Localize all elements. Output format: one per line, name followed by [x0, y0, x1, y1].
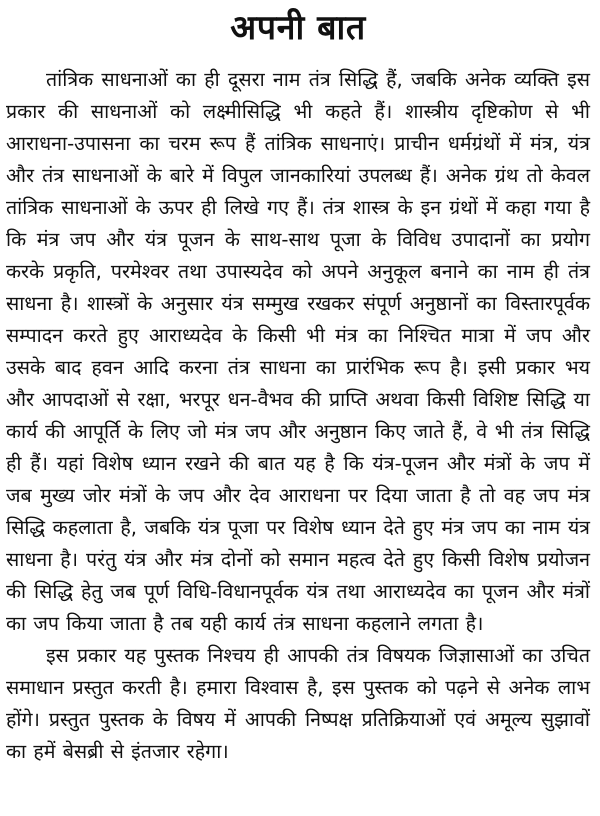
page-title: अपनी बात: [230, 8, 366, 48]
paragraph-1: तांत्रिक साधनाओं का ही दूसरा नाम तंत्र सिद्धि हैं, जबकि अनेक व्यक्ति इस प्रकार की साधनाओं को लक्ष्मीसिद्धि भी कहते हैं। शास्त्रीय दृष्टिकोण से भी आराधना-उपासना का चरम रूप हैं तांत्रिक साधनाएं। प्राचीन धर्मग्रंथों में मंत्र, यंत्र और तंत्र साधनाओं के बारे में विपुल जानकारियां उपलब्ध हैं। अनेक ग्रंथ तो केवल तांत्रिक साधनाओं के ऊपर ही लिखे गए हैं। तंत्र शास्त्र के इन ग्रंथों में कहा गया है कि मंत्र जप और यंत्र पूजन के साथ-साथ पूजा के विविध उपादानों का प्रयोग करके प्रकृति, परमेश्वर तथा उपास्यदेव को अपने अनुकूल बनाने का नाम ही तंत्र साधना है। शास्त्रों के अनुसार यंत्र सम्मुख रखकर संपूर्ण अनुष्ठानों का विस्तारपूर्वक सम्पादन करते हुए आराध्यदेव के किसी भी मंत्र का निश्चित मात्रा में जप और उसके बाद हवन आदि करना तंत्र साधना का प्रारंभिक रूप है। इसी प्रकार भय और आपदाओं से रक्षा, भरपूर धन-वैभव की प्राप्ति अथवा किसी विशिष्ट सिद्धि या कार्य की आपूर्ति के लिए जो मंत्र जप और अनुष्ठान किए जाते हैं, वे भी तंत्र सिद्धि ही हैं। यहां विशेष ध्यान रखने की बात यह है कि यंत्र-पूजन और मंत्रों के जप में जब मुख्य जोर मंत्रों के जप और देव आराधना पर दिया जाता है तो वह जप मंत्र सिद्धि कहलाता है, जबकि यंत्र पूजा पर विशेष ध्यान देते हुए मंत्र जप का नाम यंत्र साधना है। परंतु यंत्र और मंत्र दोनों को समान महत्व देते हुए किसी विशेष प्रयोजन की सिद्धि हेतु जब पूर्ण विधि-विधानपूर्वक यंत्र तथा आराध्यदेव का पूजन और मंत्रों का जप किया जाता है तब यही कार्य तंत्र साधना कहलाने लगता है।: [6, 68, 590, 635]
paragraph-2: इस प्रकार यह पुस्तक निश्चय ही आपकी तंत्र विषयक जिज्ञासाओं का उचित समाधान प्रस्तुत करती है। हमारा विश्वास है, इस पुस्तक को पढ़ने से अनेक लाभ होंगे। प्रस्तुत पुस्तक के विषय में आपकी निष्पक्ष प्रतिक्रियाओं एवं अमूल्य सुझावों का हमें बेसब्री से इंतजार रहेगा।: [6, 644, 590, 763]
